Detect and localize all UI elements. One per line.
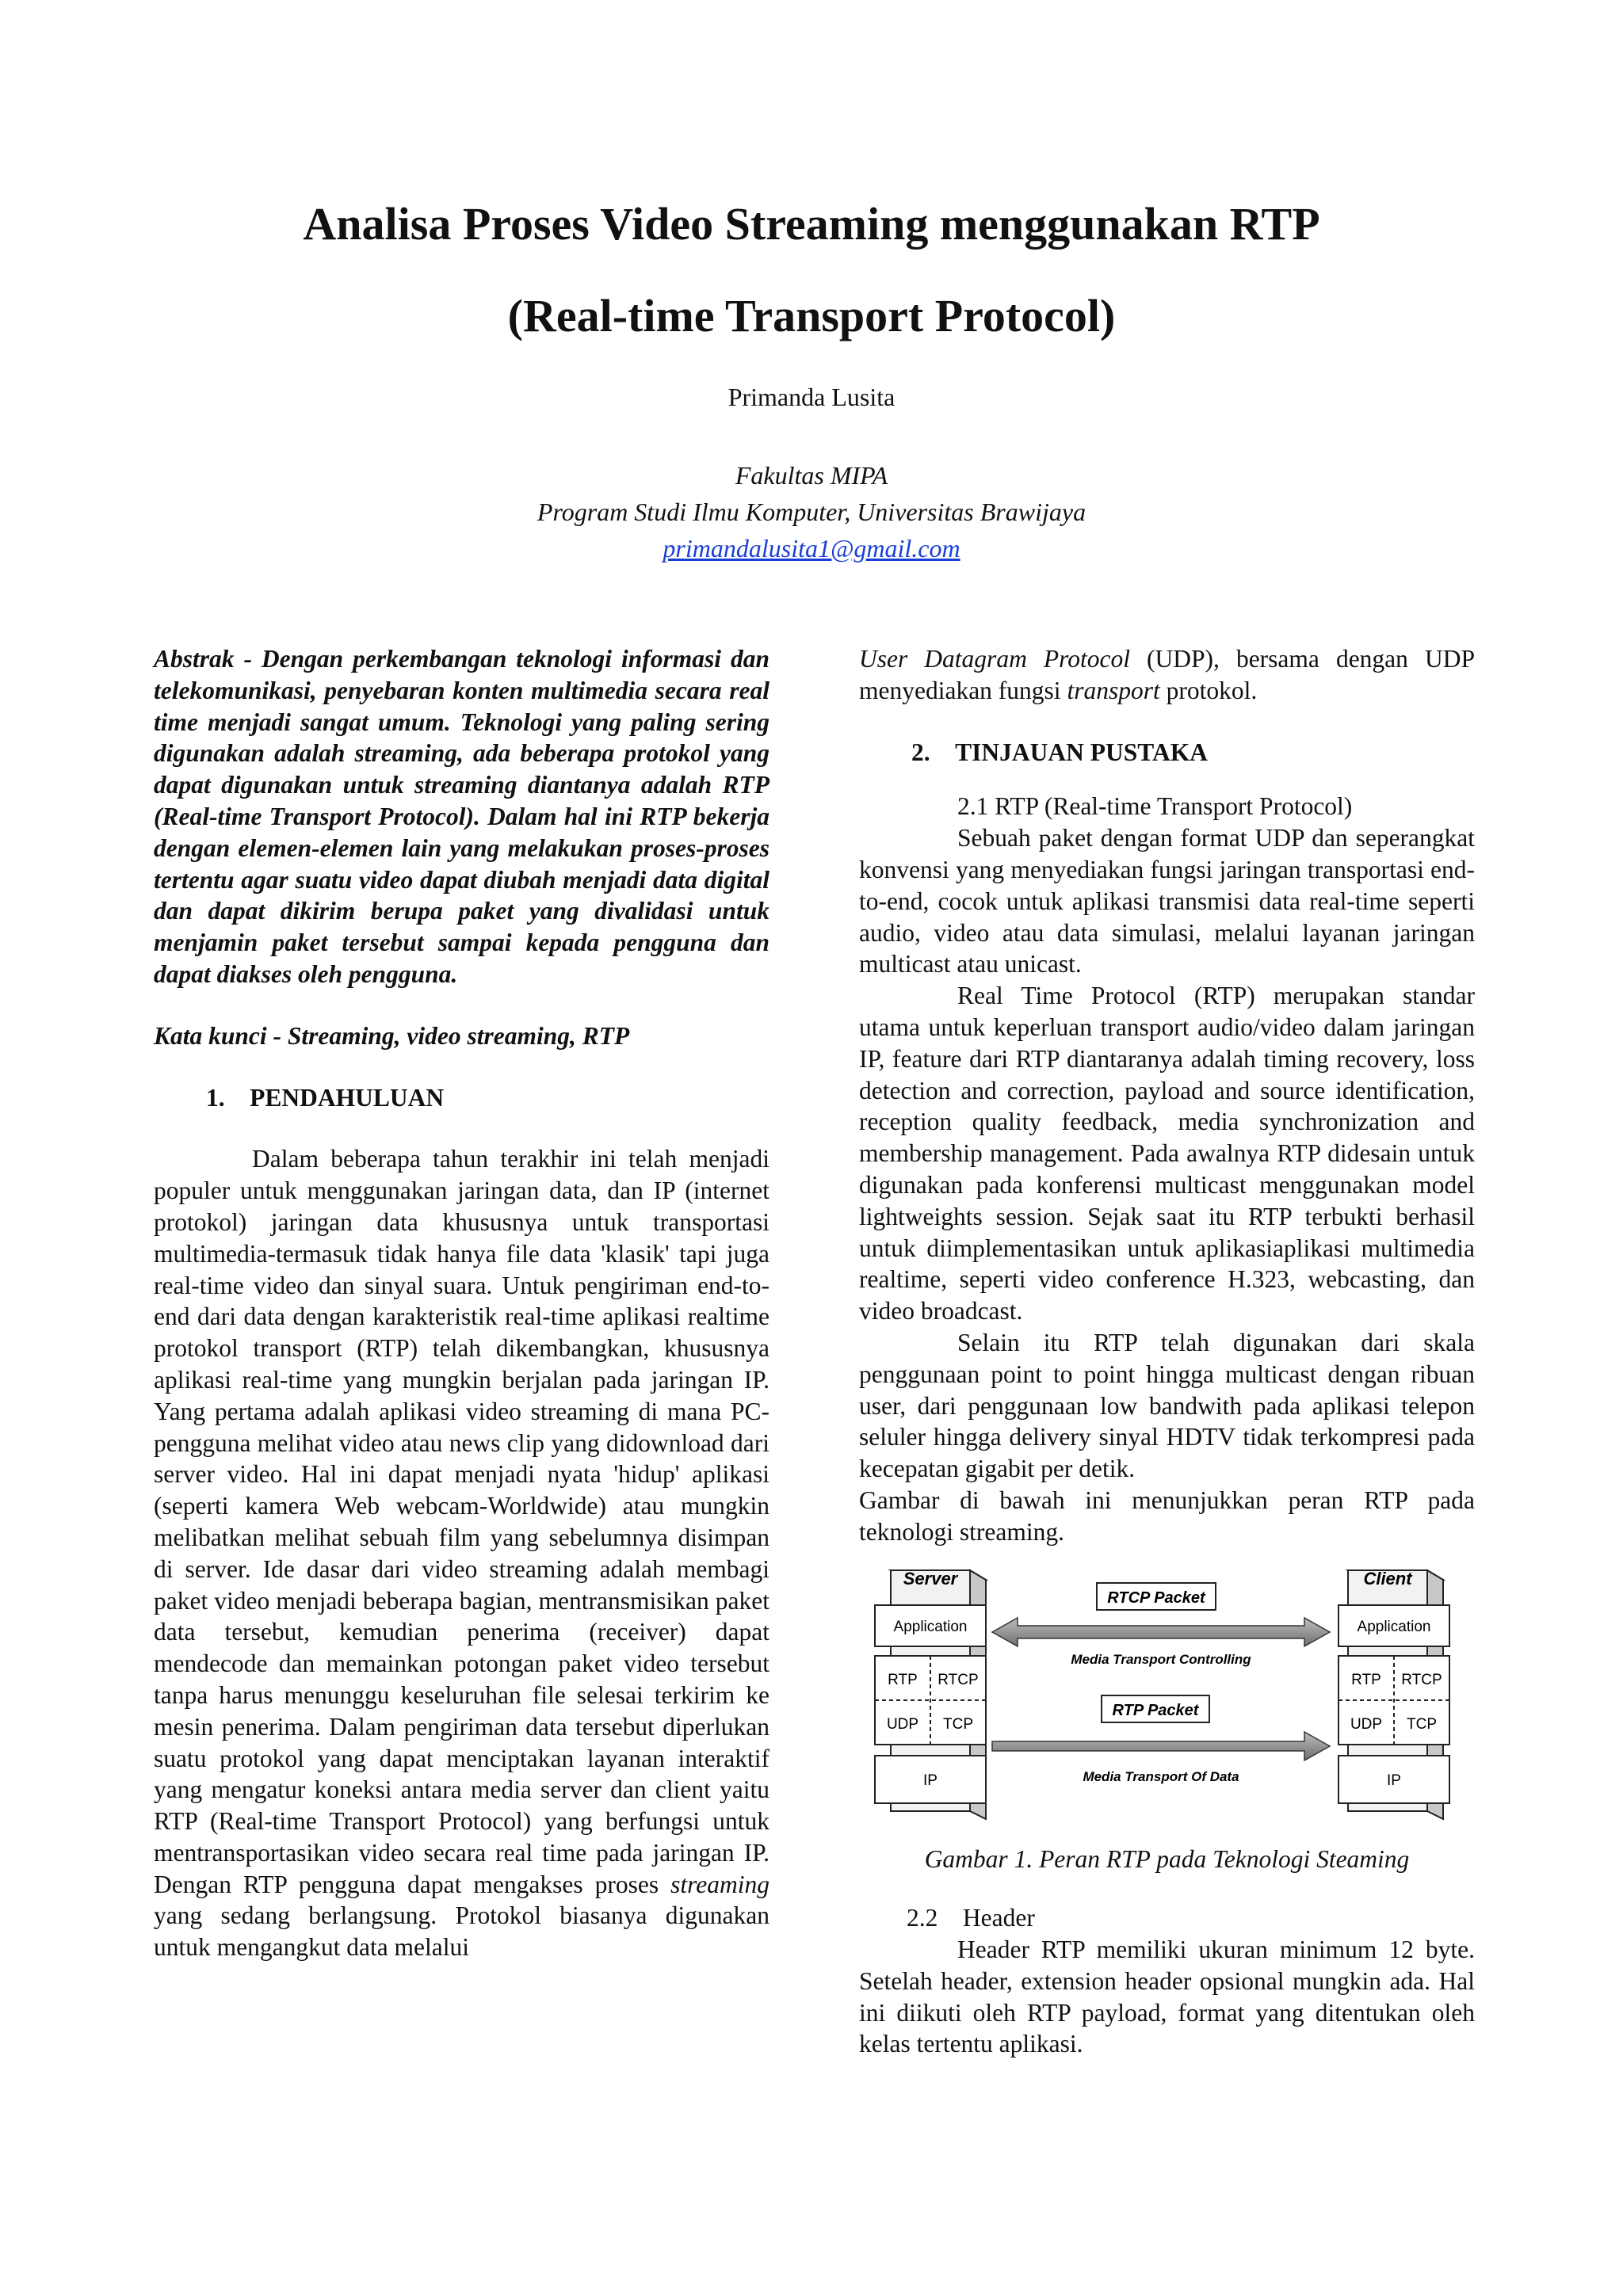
rtp-arrow-label: Media Transport Of Data (1083, 1768, 1239, 1784)
author-email-link[interactable]: primandalusita1@gmail.com (663, 534, 960, 563)
paper-title-line-1: Analisa Proses Video Streaming menggunakan RTP (303, 198, 1320, 250)
section-2-2-paragraph: Header RTP memiliki ukuran minimum 12 byte. Setelah header, extension header opsional mungkin ada. Hal ini diikuti oleh RTP payload, format yang ditentukan oleh kelas tertentu aplikasi. (859, 1935, 1475, 2058)
author-name: Primanda Lusita (727, 383, 896, 411)
rtcp-bidirectional-arrow (992, 1618, 1330, 1646)
section-2-1-paragraph-4: Gambar di bawah ini menunjukkan peran RTP pada teknologi streaming. (859, 1486, 1475, 1546)
subsection-2-2-heading: 2.2 Header (907, 1904, 1035, 1932)
streaming-italic: streaming (670, 1870, 769, 1898)
server-udp-label: UDP (886, 1715, 919, 1733)
email-line (0, 534, 1623, 563)
client-label: Client (1363, 1568, 1412, 1589)
rtp-data-arrow (992, 1732, 1330, 1760)
server-tcp-label: TCP (943, 1715, 973, 1733)
client-tcp-label: TCP (1407, 1715, 1437, 1733)
client-rtp-label: RTP (1351, 1671, 1381, 1688)
continuation-paragraph: User Datagram Protocol (UDP), bersama dengan UDP menyediakan fungsi transport protokol. (859, 645, 1475, 704)
keywords: Kata kunci - Streaming, video streaming, RTP (154, 1021, 630, 1050)
right-column (859, 643, 1475, 2060)
section-2-1-paragraph-3: Selain itu RTP telah digunakan dari skala penggunaan point to point hingga multicast dengan ribuan user, dari penggunaan low bandwith pada aplikasi telepon seluler hingga delivery sinyal HDTV tidak terkompresi pada kecepatan gigabit per detik. (859, 1328, 1475, 1483)
section-2-1-paragraph-1: Sebuah paket dengan format UDP dan seperangkat konvensi yang menyediakan fungsi jaringan transportasi end-to-end, cocok untuk aplikasi transmisi data real-time seperti audio, video atau data simulasi, melalui layanan jaringan multicast atau unicast. (859, 824, 1475, 978)
rtcp-arrow-label: Media Transport Controlling (1071, 1651, 1251, 1667)
client-ip-label: IP (1387, 1772, 1401, 1789)
client-udp-label: UDP (1350, 1715, 1383, 1733)
section-1-heading: 1. PENDAHULUAN (206, 1083, 445, 1112)
rtcp-packet-label: RTCP Packet (1107, 1589, 1205, 1607)
client-rtcp-label: RTCP (1401, 1671, 1442, 1688)
paper-title-line-2: (Real-time Transport Protocol) (507, 290, 1116, 341)
left-column (154, 643, 769, 1963)
server-label: Server (903, 1568, 958, 1589)
server-ip-label: IP (923, 1772, 938, 1789)
rtp-packet-label: RTP Packet (1112, 1701, 1199, 1719)
section-2-1-paragraph-2: Real Time Protocol (RTP) merupakan standar utama untuk keperluan transport audio/video dalam jaringan IP, feature dari RTP diantaranya adalah timing recovery, loss detection and correction, payload and source identification, reception quality feedback, media synchronization and membership management. Pada awalnya RTP didesain untuk digunakan pada konferensi multicast menggunakan model lightweights session. Sejak saat itu RTP terbukti berhasil untuk diimplementasikan untuk aplikasiaplikasi multimedia realtime, seperti video conference H.323, webcasting, dan video broadcast. (859, 982, 1475, 1325)
section-1-paragraph: Dalam beberapa tahun terakhir ini telah menjadi populer untuk menggunakan jaringan data, dan IP (internet protokol) jaringan data khususnya untuk transportasi multimedia-termasuk tidak hanya file data 'klasik' tapi juga real-time video dan sinyal suara. Untuk pengiriman end-to-end dari data dengan karakteristik real-time aplikasi realtime protokol transport (RTP) telah dikembangkan, khususnya aplikasi real-time yang mungkin berjalan pada jaringan IP. Yang pertama adalah aplikasi video streaming di mana PC-pengguna melihat video atau news clip yang didownload dari server video. Hal ini dapat menjadi nyata 'hidup' aplikasi (seperti kamera Web webcam-Worldwide) atau mungkin melibatkan melihat sebuah film yang sebelumnya disimpan di server. Ide dasar dari video streaming adalah membagi paket video menjadi beberapa bagian, mentransmisikan paket data tersebut, kemudian penerima (receiver) dapat mendecode dan memainkan potongan paket video tersebut tanpa harus menunggu keseluruhan file selesai terkirim ke mesin penerima. Dalam pengiriman data tersebut diperlukan suatu protokol yang dapat menciptakan layanan interaktif yang mengatur koneksi antara media server dan client yaitu RTP (Real-time Transport Protocol) yang berfungsi untuk mentransportasikan video secara real time pada jaringan IP. Dengan RTP pengguna dapat mengakses proses streaming yang sedang berlangsung. Protokol biasanya digunakan untuk mengangkut data melalui (154, 1145, 769, 1962)
abstract: Abstrak - Dengan perkembangan teknologi informasi dan telekomunikasi, penyebaran konten multimedia secara real time menjadi sangat umum. Teknologi yang paling sering digunakan adalah streaming, ada beberapa protokol yang dapat digunakan untuk streaming diantanya adalah RTP (Real-time Transport Protocol). Dalam hal ini RTP bekerja dengan elemen-elemen lain yang melakukan proses-proses tertentu agar suatu video dapat diubah menjadi data digital dan dapat dikirim berupa paket yang divalidasi untuk menjamin paket tersebut sampai kepada pengguna dan dapat diakses oleh pengguna. (154, 645, 769, 988)
subsection-2-1-heading: 2.1 RTP (Real-time Transport Protocol) (957, 792, 1353, 821)
rtp-role-figure (859, 1562, 1475, 1825)
affiliation-program: Program Studi Ilmu Komputer, Universitas Brawijaya (537, 498, 1086, 526)
section-2-heading: 2. TINJAUAN PUSTAKA (911, 738, 1208, 766)
client-application-label: Application (1357, 1618, 1431, 1635)
server-rtp-label: RTP (888, 1671, 918, 1688)
figure-1-caption: Gambar 1. Peran RTP pada Teknologi Steaming (924, 1845, 1410, 1874)
server-rtcp-label: RTCP (938, 1671, 979, 1688)
affiliation-faculty: Fakultas MIPA (735, 461, 888, 490)
server-application-label: Application (893, 1618, 968, 1635)
